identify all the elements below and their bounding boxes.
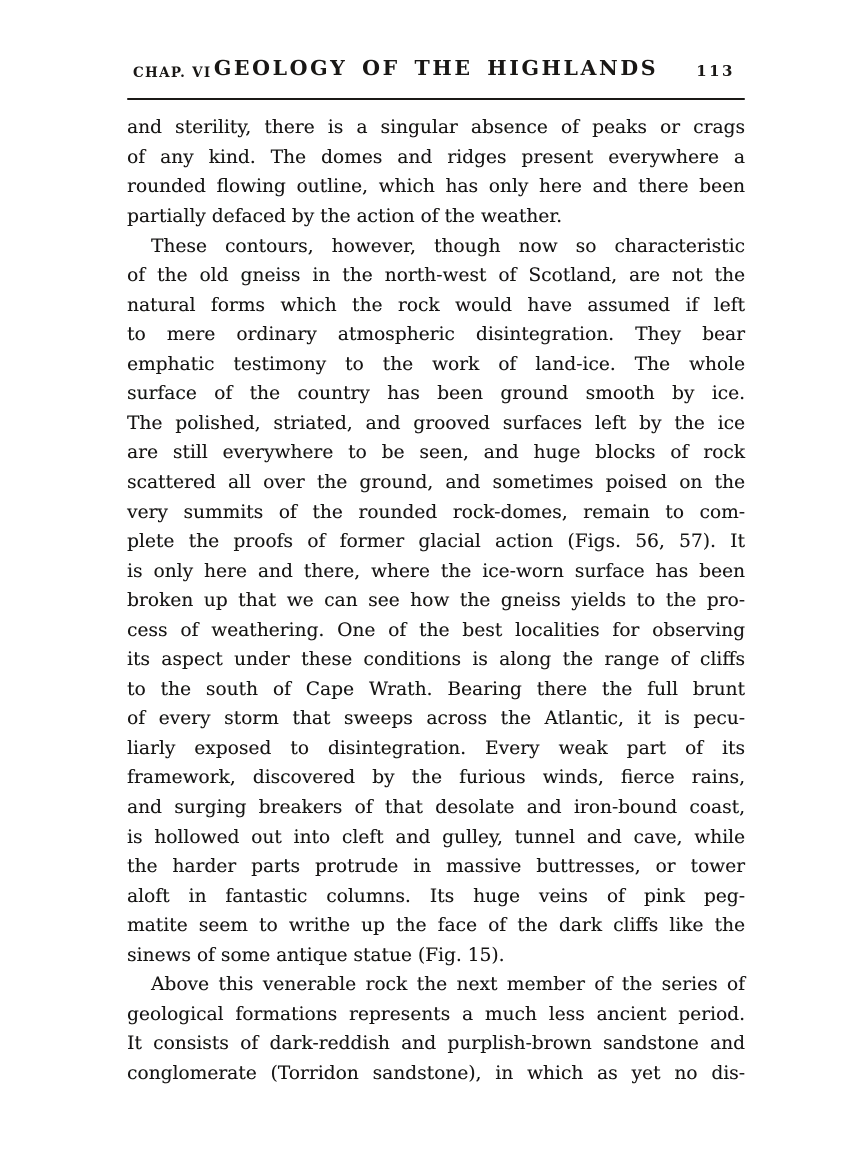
paragraph [127,970,745,1088]
chapter-label: CHAP. VI [133,65,212,81]
text-line: The polished, striated, and grooved surfaces left by the ice [127,412,745,434]
text-line: and surging breakers of that desolate and iron-bound coast, [127,796,745,818]
text-line: emphatic testimony to the work of land-ice. The whole [127,353,745,375]
text-line: cess of weathering. One of the best localities for observing [127,619,745,641]
text-line: to mere ordinary atmospheric disintegration. They bear [127,324,745,346]
text-line: geological formations represents a much less ancient period. [127,1003,745,1025]
text-line: It consists of dark-reddish and purplish-brown sandstone and [127,1033,745,1055]
text-line: aloft in fantastic columns. Its huge veins of pink peg- [127,885,745,907]
page-body [127,113,745,1088]
text-line: These contours, however, though now so characteristic [151,235,745,257]
text-line: of the old gneiss in the north-west of Scotland, are not the [127,265,745,287]
text-line: is only here and there, where the ice-worn surface has been [127,560,745,582]
text-line: the harder parts protrude in massive buttresses, or tower [127,856,745,878]
text-line: of every storm that sweeps across the Atlantic, it is pecu- [127,708,745,730]
text-line: its aspect under these conditions is along the range of cliffs [127,649,745,671]
text-line: scattered all over the ground, and sometimes poised on the [127,471,745,493]
text-line: broken up that we can see how the gneiss yields to the pro- [127,590,745,612]
text-line: Above this venerable rock the next member of the series of [151,974,745,996]
text-line: framework, discovered by the furious winds, fierce rains, [127,767,745,789]
paragraph [127,232,745,971]
text-line: is hollowed out into cleft and gulley, tunnel and cave, while [127,826,745,848]
page-number: 113 [696,62,735,80]
text-line: to the south of Cape Wrath. Bearing there the full brunt [127,678,745,700]
text-line: of any kind. The domes and ridges present everywhere a [127,146,745,168]
text-line: conglomerate (Torridon sandstone), in which as yet no dis- [127,1062,745,1084]
text-line: plete the proofs of former glacial action (Figs. 56, 57). It [127,531,745,553]
text-line: surface of the country has been ground smooth by ice. [127,383,745,405]
text-line: sinews of some antique statue (Fig. 15). [127,944,505,966]
page-content [127,56,745,1088]
header-rule [127,98,745,100]
page-header [127,56,745,88]
running-title: GEOLOGY OF THE HIGHLANDS [213,56,659,80]
text-line: very summits of the rounded rock-domes, remain to com- [127,501,745,523]
text-line: liarly exposed to disintegration. Every weak part of its [127,737,745,759]
text-line: and sterility, there is a singular absence of peaks or crags [127,117,745,139]
text-line: are still everywhere to be seen, and huge blocks of rock [127,442,745,464]
text-line: matite seem to writhe up the face of the dark cliffs like the [127,915,745,937]
text-line: partially defaced by the action of the weather. [127,206,563,228]
paragraph [127,113,745,231]
text-line: rounded flowing outline, which has only here and there been [127,176,745,198]
text-line: natural forms which the rock would have assumed if left [127,294,745,316]
